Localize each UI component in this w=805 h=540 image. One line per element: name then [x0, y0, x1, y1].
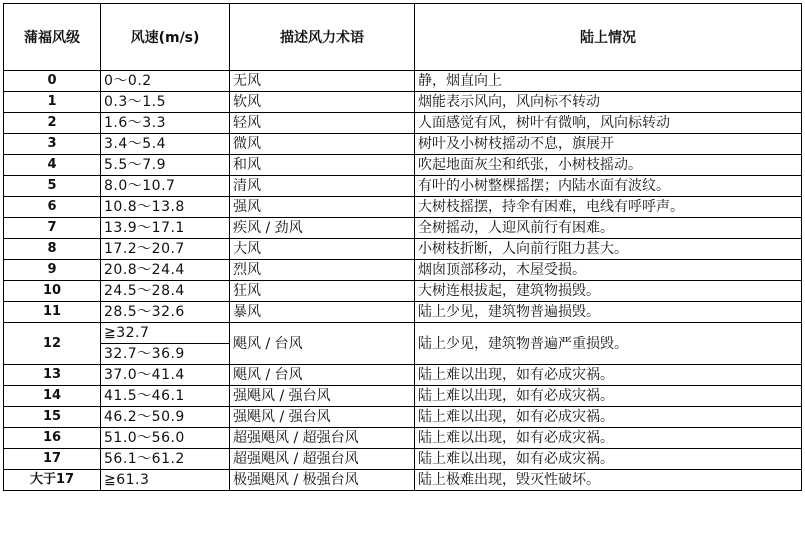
level-cell: 6: [4, 197, 101, 218]
land-cell: 大树连根拔起，建筑物损毁。: [415, 281, 802, 302]
speed-cell: 41.5～46.1: [101, 386, 230, 407]
table-row: [4, 260, 802, 281]
level-cell: 11: [4, 302, 101, 323]
land-cell: 陆上难以出现，如有必成灾祸。: [415, 428, 802, 449]
table-row: [4, 176, 802, 197]
term-cell: 强飓风 / 强台风: [230, 407, 415, 428]
land-cell: 陆上少见，建筑物普遍损毁。: [415, 302, 802, 323]
term-cell: 强风: [230, 197, 415, 218]
speed-cell: ≧32.7: [101, 323, 230, 344]
header-land: 陆上情况: [415, 4, 802, 71]
speed-cell: 56.1～61.2: [101, 449, 230, 470]
term-cell: 超强飓风 / 超强台风: [230, 428, 415, 449]
speed-cell: 46.2～50.9: [101, 407, 230, 428]
header-row: [4, 4, 802, 71]
land-cell: 有叶的小树整棵摇摆；内陆水面有波纹。: [415, 176, 802, 197]
speed-cell: 13.9～17.1: [101, 218, 230, 239]
land-cell: 陆上少见，建筑物普遍严重损毁。: [415, 323, 802, 365]
term-cell: 清风: [230, 176, 415, 197]
term-cell: 大风: [230, 239, 415, 260]
level-cell: 2: [4, 113, 101, 134]
level-cell: 16: [4, 428, 101, 449]
speed-cell: ≧61.3: [101, 470, 230, 491]
speed-cell: 8.0～10.7: [101, 176, 230, 197]
speed-cell: 51.0～56.0: [101, 428, 230, 449]
table-row: [4, 155, 802, 176]
level-cell: 0: [4, 71, 101, 92]
speed-cell: 0.3～1.5: [101, 92, 230, 113]
level-cell: 17: [4, 449, 101, 470]
land-cell: 静，烟直向上: [415, 71, 802, 92]
table-row: [4, 134, 802, 155]
land-cell: 小树枝折断，人向前行阻力甚大。: [415, 239, 802, 260]
speed-cell: 10.8～13.8: [101, 197, 230, 218]
table-row: [4, 92, 802, 113]
term-cell: 轻风: [230, 113, 415, 134]
speed-cell: 17.2～20.7: [101, 239, 230, 260]
speed-cell: 3.4～5.4: [101, 134, 230, 155]
speed-cell: 37.0～41.4: [101, 365, 230, 386]
speed-cell: 0～0.2: [101, 71, 230, 92]
table-row: [4, 428, 802, 449]
land-cell: 烟能表示风向，风向标不转动: [415, 92, 802, 113]
table-row: [4, 365, 802, 386]
speed-cell: 24.5～28.4: [101, 281, 230, 302]
land-cell: 大树枝摇摆，持伞有困难，电线有呼呼声。: [415, 197, 802, 218]
level-cell: 5: [4, 176, 101, 197]
term-cell: 极强飓风 / 极强台风: [230, 470, 415, 491]
table-row: [4, 113, 802, 134]
level-cell: 1: [4, 92, 101, 113]
level-cell: 10: [4, 281, 101, 302]
term-cell: 超强飓风 / 超强台风: [230, 449, 415, 470]
table-row: [4, 302, 802, 323]
level-cell: 3: [4, 134, 101, 155]
beaufort-scale-table: [3, 3, 802, 491]
term-cell: 飓风 / 台风: [230, 323, 415, 365]
table-row: [4, 449, 802, 470]
term-cell: 和风: [230, 155, 415, 176]
table-row: [4, 470, 802, 491]
term-cell: 烈风: [230, 260, 415, 281]
land-cell: 陆上难以出现，如有必成灾祸。: [415, 449, 802, 470]
term-cell: 微风: [230, 134, 415, 155]
land-cell: 树叶及小树枝摇动不息，旗展开: [415, 134, 802, 155]
speed-cell: 1.6～3.3: [101, 113, 230, 134]
level-cell: 4: [4, 155, 101, 176]
header-level: 蒲福风级: [4, 4, 101, 71]
table-row: [4, 197, 802, 218]
table-row: [4, 323, 802, 344]
term-cell: 疾风 / 劲风: [230, 218, 415, 239]
table-row: [4, 407, 802, 428]
land-cell: 陆上极难出现，毁灭性破坏。: [415, 470, 802, 491]
speed-cell: 20.8～24.4: [101, 260, 230, 281]
land-cell: 陆上难以出现，如有必成灾祸。: [415, 407, 802, 428]
speed-cell: 5.5～7.9: [101, 155, 230, 176]
speed-cell: 28.5～32.6: [101, 302, 230, 323]
land-cell: 烟囱顶部移动，木屋受损。: [415, 260, 802, 281]
table-row: [4, 71, 802, 92]
term-cell: 狂风: [230, 281, 415, 302]
header-term: 描述风力术语: [230, 4, 415, 71]
land-cell: 陆上难以出现，如有必成灾祸。: [415, 365, 802, 386]
term-cell: 强飓风 / 强台风: [230, 386, 415, 407]
speed-cell: 32.7～36.9: [101, 344, 230, 365]
land-cell: 人面感觉有风，树叶有微响，风向标转动: [415, 113, 802, 134]
level-cell: 14: [4, 386, 101, 407]
term-cell: 暴风: [230, 302, 415, 323]
term-cell: 软风: [230, 92, 415, 113]
table-row: [4, 239, 802, 260]
term-cell: 飓风 / 台风: [230, 365, 415, 386]
level-cell: 12: [4, 323, 101, 365]
level-cell: 13: [4, 365, 101, 386]
level-cell: 大于17: [4, 470, 101, 491]
table-body: [4, 71, 802, 491]
table-row: [4, 281, 802, 302]
header-speed: 风速(m/s): [101, 4, 230, 71]
term-cell: 无风: [230, 71, 415, 92]
table-row: [4, 386, 802, 407]
table-row: [4, 218, 802, 239]
level-cell: 8: [4, 239, 101, 260]
land-cell: 陆上难以出现，如有必成灾祸。: [415, 386, 802, 407]
land-cell: 全树摇动，人迎风前行有困难。: [415, 218, 802, 239]
level-cell: 9: [4, 260, 101, 281]
land-cell: 吹起地面灰尘和纸张，小树枝摇动。: [415, 155, 802, 176]
level-cell: 7: [4, 218, 101, 239]
level-cell: 15: [4, 407, 101, 428]
